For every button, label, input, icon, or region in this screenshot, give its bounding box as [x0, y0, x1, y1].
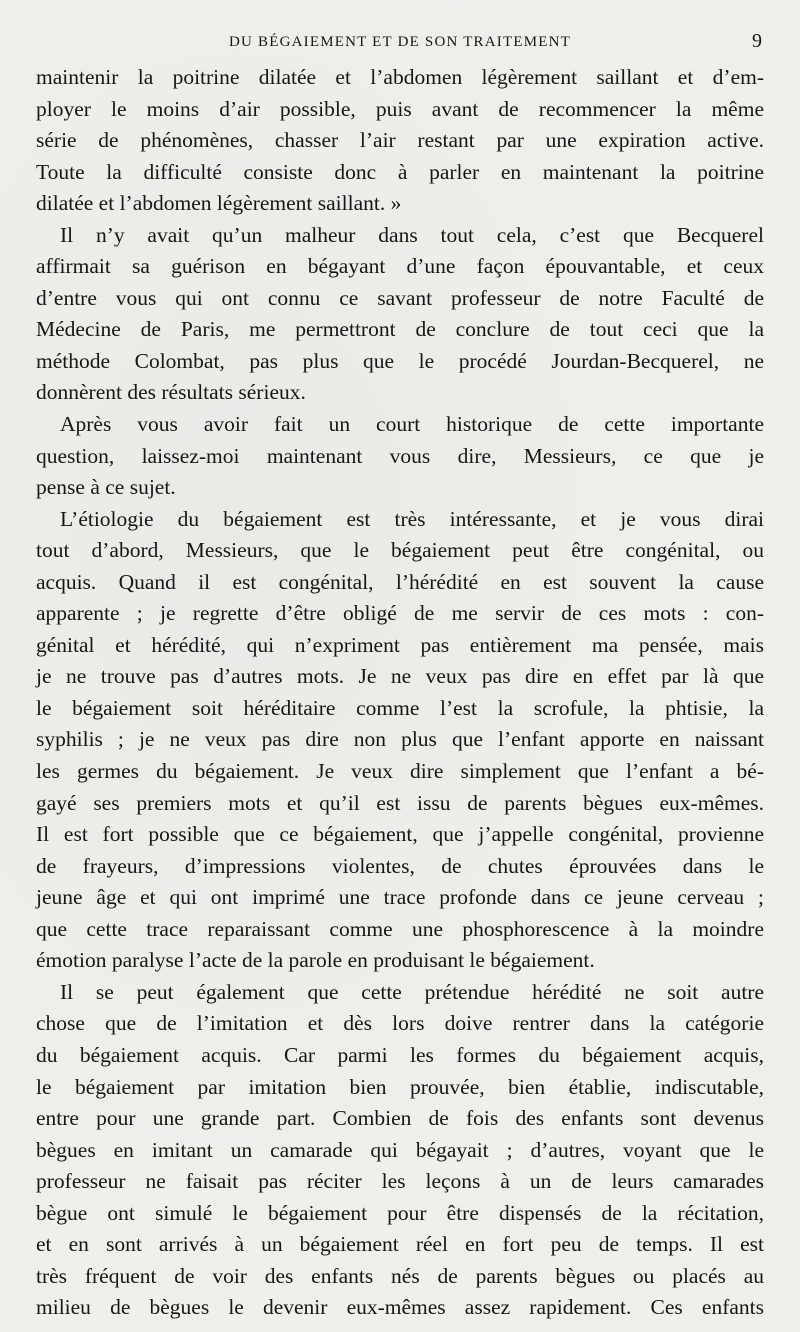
text-line: je ne trouve pas d’autres mots. Je ne veux pas dire en effet par là que [36, 664, 764, 689]
text-line: Il se peut également que cette prétendue hérédité ne soit autre [60, 979, 764, 1004]
text-line: affirmait sa guérison en bégayant d’une façon épouvantable, et ceux [36, 254, 764, 279]
body-text [36, 62, 764, 1324]
text-line: les germes du bégaiement. Je veux dire simplement que l’enfant a bé- [36, 759, 764, 784]
text-line: donnèrent des résultats sérieux. [36, 380, 306, 405]
text-line: milieu de bègues le devenir eux-mêmes assez rapidement. Ces enfants [36, 1295, 764, 1320]
text-line: syphilis ; je ne veux pas dire non plus que l’enfant apporte en naissant [36, 727, 764, 752]
text-line: pense à ce sujet. [36, 475, 176, 500]
text-line: question, laissez-moi maintenant vous dire, Messieurs, ce que je [36, 443, 764, 468]
text-line: le bégaiement par imitation bien prouvée, bien établie, indiscutable, [36, 1074, 764, 1099]
text-line: gayé ses premiers mots et qu’il est issu de parents bègues eux-mêmes. [36, 790, 764, 815]
running-head [36, 28, 764, 60]
text-line: L’étiologie du bégaiement est très intéressante, et je vous dirai [60, 506, 764, 531]
text-line: Médecine de Paris, me permettront de conclure de tout ceci que la [36, 317, 764, 342]
text-line: maintenir la poitrine dilatée et l’abdomen légèrement saillant et d’em- [36, 65, 764, 89]
text-line: dilatée et l’abdomen légèrement saillant. » [36, 191, 402, 216]
text-line: Il n’y avait qu’un malheur dans tout cela, c’est que Becquerel [60, 222, 764, 247]
text-line: émotion paralyse l’acte de la parole en produisant le bégaiement. [36, 948, 595, 973]
text-line: jeune âge et qui ont imprimé une trace profonde dans ce jeune cerveau ; [36, 885, 764, 910]
text-line: Après vous avoir fait un court historique de cette importante [60, 412, 764, 437]
text-line: d’entre vous qui ont connu ce savant professeur de notre Faculté de [36, 285, 764, 310]
text-line: ployer le moins d’air possible, puis avant de recommencer la même [36, 96, 764, 121]
text-line: génital et hérédité, qui n’expriment pas entièrement ma pensée, mais [36, 632, 764, 657]
text-line: de frayeurs, d’impressions violentes, de chutes éprouvées dans le [36, 853, 764, 878]
text-line: que cette trace reparaissant comme une phosphorescence à la moindre [36, 916, 764, 941]
text-line: apparente ; je regrette d’être obligé de me servir de ces mots : con- [36, 601, 764, 626]
text-line: bègue ont simulé le bégaiement pour être dispensés de la récitation, [36, 1200, 764, 1225]
text-line: série de phénomènes, chasser l’air restant par une expiration active. [36, 128, 764, 153]
text-line: acquis. Quand il est congénital, l’hérédité en est souvent la cause [36, 569, 764, 594]
text-line: Toute la difficulté consiste donc à parler en maintenant la poitrine [36, 159, 764, 184]
text-line: du bégaiement acquis. Car parmi les formes du bégaiement acquis, [36, 1042, 764, 1067]
text-line: Il est fort possible que ce bégaiement, que j’appelle congénital, provienne [36, 822, 764, 847]
text-line: professeur ne faisait pas réciter les leçons à un de leurs camarades [36, 1169, 764, 1194]
text-line: méthode Colombat, pas plus que le procédé Jourdan-Becquerel, ne [36, 348, 764, 373]
running-title: DU BÉGAIEMENT ET DE SON TRAITEMENT [228, 34, 572, 50]
text-line: très fréquent de voir des enfants nés de parents bègues ou placés au [36, 1263, 764, 1288]
text-line: entre pour une grande part. Combien de fois des enfants sont devenus [36, 1106, 764, 1131]
text-line: le bégaiement soit héréditaire comme l’est la scrofule, la phtisie, la [36, 695, 764, 720]
text-line: chose que de l’imitation et dès lors doive rentrer dans la catégorie [36, 1011, 764, 1036]
text-line: et en sont arrivés à un bégaiement réel en fort peu de temps. Il est [36, 1232, 764, 1257]
page-number: 9 [752, 30, 762, 52]
text-line: bègues en imitant un camarade qui bégayait ; d’autres, voyant que le [36, 1137, 764, 1162]
text-line: tout d’abord, Messieurs, que le bégaiement peut être congénital, ou [36, 538, 764, 563]
